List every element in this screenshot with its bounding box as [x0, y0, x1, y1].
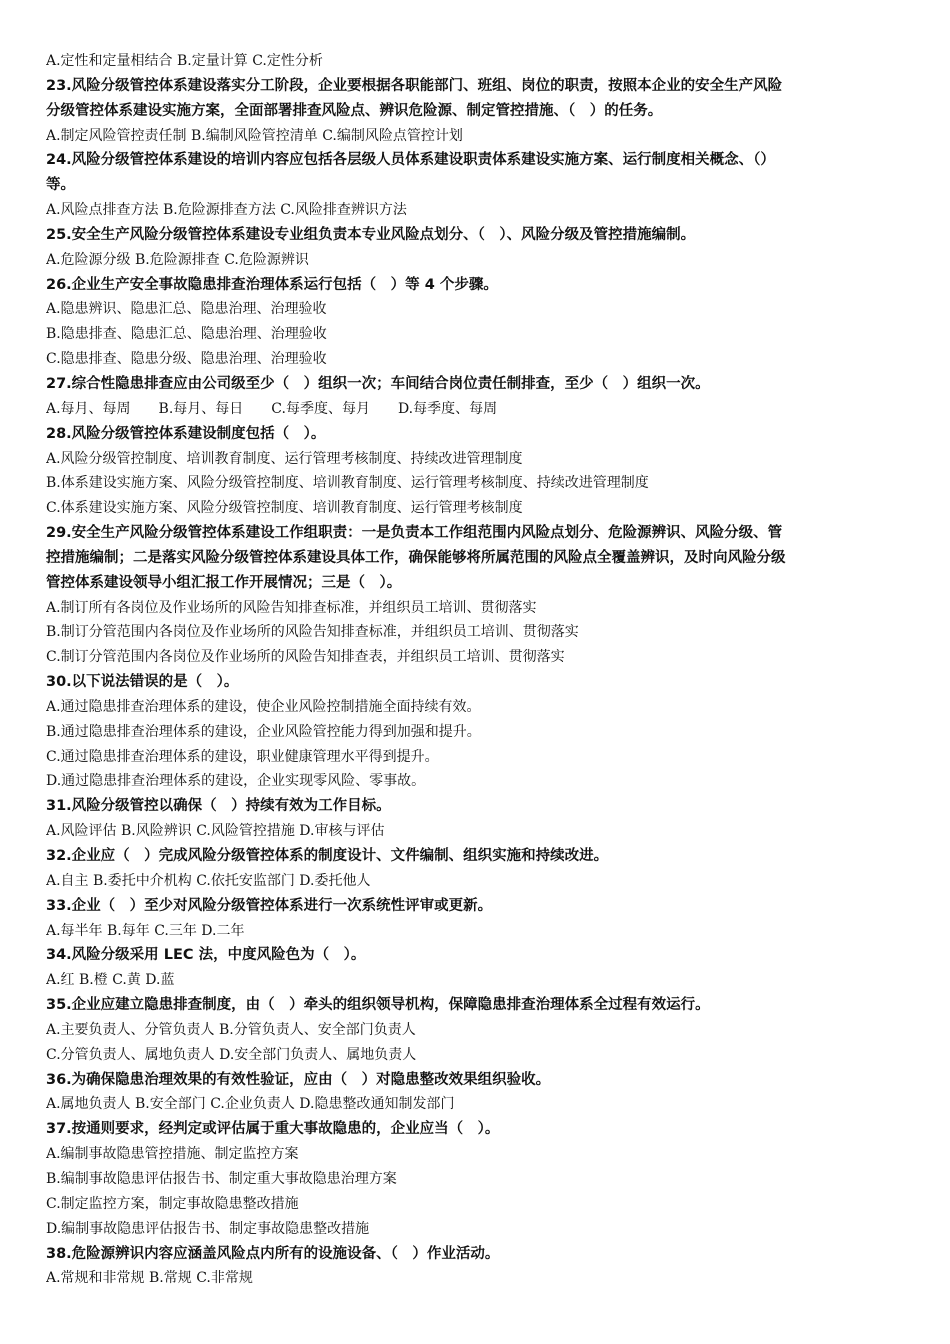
answer-options-line: B.制订分管范围内各岗位及作业场所的风险告知排查标准，并组织员工培训、贯彻落实 [46, 624, 579, 641]
answer-options-line: B.通过隐患排查治理体系的建设，企业风险管控能力得到加强和提升。 [46, 723, 481, 740]
answer-options-line: B.隐患排查、隐患汇总、隐患治理、治理验收 [46, 326, 327, 343]
answer-options-line: A.每月、每周 B.每月、每日 C.每季度、每月 D.每季度、每周 [46, 400, 498, 417]
question-text-line: 25.安全生产风险分级管控体系建设专业组负责本专业风险点划分、（ ）、风险分级及管控措施编制。 [46, 226, 696, 243]
answer-options-line: A.通过隐患排查治理体系的建设，使企业风险控制措施全面持续有效。 [46, 698, 481, 715]
answer-options-line: A.常规和非常规 B.常规 C.非常规 [46, 1270, 253, 1287]
question-text-line: 27.综合性隐患排查应由公司级至少（ ）组织一次；车间结合岗位责任制排查，至少（ ）组织一次。 [46, 375, 710, 392]
question-text-line: 32.企业应（ ）完成风险分级管控体系的制度设计、文件编制、组织实施和持续改进。 [46, 848, 609, 864]
question-text-line: 31.风险分级管控以确保（ ）持续有效为工作目标。 [46, 798, 391, 815]
answer-options-line: A.定性和定量相结合 B.定量计算 C.定性分析 [46, 53, 323, 69]
question-text-line: 30.以下说法错误的是（ ）。 [46, 674, 239, 691]
answer-options-line: A.编制事故隐患管控措施、制定监控方案 [46, 1146, 299, 1163]
answer-options-line: C.隐患排查、隐患分级、隐患治理、治理验收 [46, 351, 327, 368]
answer-options-line: A.红 B.橙 C.黄 D.蓝 [46, 972, 175, 989]
answer-options-line: C.制订分管范围内各岗位及作业场所的风险告知排查表，并组织员工培训、贯彻落实 [46, 649, 565, 666]
question-text-line: 分级管控体系建设实施方案，全面部署排查风险点、辨识危险源、制定管控措施、（ ）的任务。 [46, 102, 663, 119]
answer-options-line: A.风险点排查方法 B.危险源排查方法 C.风险排查辨识方法 [46, 202, 407, 219]
document-page [46, 49, 910, 1291]
answer-options-line: C.体系建设实施方案、风险分级管控制度、培训教育制度、运行管理考核制度 [46, 500, 523, 517]
answer-options-line: A.隐患辨识、隐患汇总、隐患治理、治理验收 [46, 301, 327, 318]
answer-options-line: A.属地负责人 B.安全部门 C.企业负责人 D.隐患整改通知制发部门 [46, 1096, 455, 1113]
answer-options-line: D.通过隐患排查治理体系的建设，企业实现零风险、零事故。 [46, 773, 426, 790]
answer-options-line: A.风险分级管控制度、培训教育制度、运行管理考核制度、持续改进管理制度 [46, 450, 523, 467]
question-text-line: 等。 [46, 177, 75, 194]
answer-options-line: A.风险评估 B.风险辨识 C.风险管控措施 D.审核与评估 [46, 823, 385, 840]
question-text-line: 29.安全生产风险分级管控体系建设工作组职责：一是负责本工作组范围内风险点划分、危险源辨识、风险分级、管 [46, 525, 783, 542]
answer-options-line: A.制定风险管控责任制 B.编制风险管控清单 C.编制风险点管控计划 [46, 127, 463, 144]
question-text-line: 33.企业（ ）至少对风险分级管控体系进行一次系统性评审或更新。 [46, 897, 493, 914]
question-text-line: 24.风险分级管控体系建设的培训内容应包括各层级人员体系建设职责体系建设实施方案、运行制度相关概念、（） [46, 152, 775, 169]
answer-options-line: D.编制事故隐患评估报告书、制定事故隐患整改措施 [46, 1220, 370, 1237]
answer-options-line: C.制定监控方案，制定事故隐患整改措施 [46, 1195, 299, 1212]
question-text-line: 23.风险分级管控体系建设落实分工阶段，企业要根据各职能部门、班组、岗位的职责，按照本企业的安全生产风险 [46, 77, 783, 94]
question-text-line: 36.为确保隐患治理效果的有效性验证，应由（ ）对隐患整改效果组织验收。 [46, 1071, 551, 1088]
answer-options-line: C.分管负责人、属地负责人 D.安全部门负责人、属地负责人 [46, 1046, 417, 1063]
answer-options-line: A.自主 B.委托中介机构 C.依托安监部门 D.委托他人 [46, 872, 371, 889]
question-text-line: 38.危险源辨识内容应涵盖风险点内所有的设施设备、（ ）作业活动。 [46, 1245, 500, 1262]
answer-options-line: A.主要负责人、分管负责人 B.分管负责人、安全部门负责人 [46, 1021, 416, 1038]
question-text-line: 34.风险分级采用 LEC 法，中度风险色为（ ）。 [46, 947, 366, 964]
question-text-line: 37.按通则要求，经判定或评估属于重大事故隐患的，企业应当（ ）。 [46, 1121, 500, 1138]
answer-options-line: A.危险源分级 B.危险源排查 C.危险源辨识 [46, 251, 309, 268]
answer-options-line: C.通过隐患排查治理体系的建设，职业健康管理水平得到提升。 [46, 748, 439, 765]
question-text-line: 26.企业生产安全事故隐患排查治理体系运行包括（ ）等 4 个步骤。 [46, 276, 498, 293]
answer-options-line: B.编制事故隐患评估报告书、制定重大事故隐患治理方案 [46, 1170, 397, 1187]
answer-options-line: A.每半年 B.每年 C.三年 D.二年 [46, 922, 245, 939]
answer-options-line: B.体系建设实施方案、风险分级管控制度、培训教育制度、运行管理考核制度、持续改进管理制度 [46, 475, 649, 492]
question-text-line: 28.风险分级管控体系建设制度包括（ ）。 [46, 425, 326, 442]
answer-options-line: A.制订所有各岗位及作业场所的风险告知排查标准，并组织员工培训、贯彻落实 [46, 599, 537, 616]
question-text-line: 管控体系建设领导小组汇报工作开展情况；三是（ ）。 [46, 574, 402, 591]
question-text-line: 35.企业应建立隐患排查制度，由（ ）牵头的组织领导机构，保障隐患排查治理体系全过程有效运行。 [46, 997, 710, 1014]
question-text-line: 控措施编制；二是落实风险分级管控体系建设具体工作，确保能够将所属范围的风险点全覆盖辨识，及时向风险分级 [46, 549, 786, 566]
